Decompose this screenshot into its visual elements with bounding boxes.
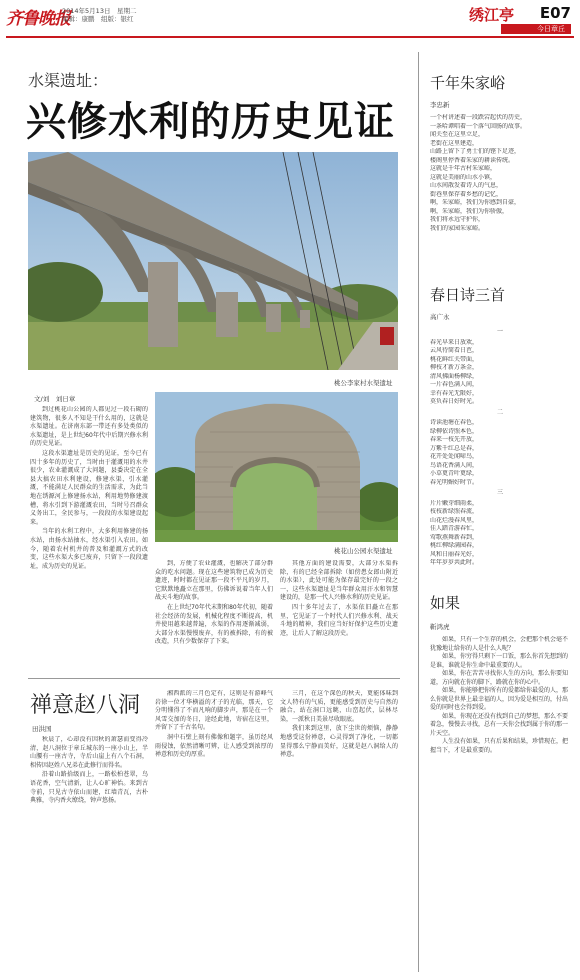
poem-line: 幸有春光无限好， bbox=[430, 389, 479, 397]
poem-line: 春光早来日放欢， bbox=[430, 338, 479, 346]
paragraph: 四十多年过去了，水渠依旧矗立在那里，它见证了一个时代人们兴修水利、战天斗地的精神，我们应当好好保护这些历史遗迹，让后人了解这段历史。 bbox=[280, 603, 398, 637]
poem1-body bbox=[430, 114, 570, 264]
issue-date: 2014年5月13日 星期二 bbox=[62, 7, 137, 15]
poem1-title: 千年朱家峪 bbox=[430, 74, 506, 92]
story-byline: 文/刘 刘日章 bbox=[34, 395, 76, 403]
essay-paragraph: 如果，你能够把你所有的爱都给你最爱的人，那么你就是世界上最幸福的人，因为爱是相互的，付出爱的同时也会得到爱。 bbox=[430, 687, 569, 711]
aqueduct-photo bbox=[28, 152, 398, 370]
story2-column-2 bbox=[155, 690, 273, 972]
poem1-author: 李忠新 bbox=[430, 101, 450, 109]
poem-line: 万紫千红总是春， bbox=[430, 444, 479, 452]
poem-line: 年年岁岁共此时。 bbox=[430, 559, 479, 566]
poem-line: 莺歌燕舞新春到， bbox=[430, 533, 479, 541]
paragraph: 到过桃花山公园的人都见过一段石砌的建筑物，很多人不知是干什么用的，这就是水渠遗址。在济南东部一带还有多处类似的水渠遗址，是上世纪60年代中后期兴修水利的历史见证。 bbox=[30, 406, 148, 448]
poem-line: 桃花鲜红关带面， bbox=[430, 355, 479, 363]
section-name: 绣江亭 bbox=[469, 6, 515, 24]
poem2-title: 春日诗三首 bbox=[430, 286, 506, 304]
issue-info bbox=[62, 7, 136, 23]
paragraph: 我们来到这里，放下尘世的烦恼，静静地感受这份禅意，心灵得到了净化，一切都显得那么宁静而美好，这就是赵八洞给人的禅意。 bbox=[280, 725, 398, 759]
photo-caption-1: 桃公李家村水渠遗址 bbox=[334, 379, 393, 387]
section-tag: 今日章丘 bbox=[501, 24, 571, 34]
poem-section-number: 三 bbox=[496, 489, 503, 496]
paragraph: 秋晨了，心却没有因秋的萧瑟而变得冷清，赵八洞位于章丘城东的一座小山上，半山腰有一座古寺，寺后山崖上有八个石洞，相传因赵姓八兄弟在此修行而得名。 bbox=[30, 736, 148, 769]
essay-paragraph: 如果，你穷得只剩下一口饭，那么你首先想到的是谁，谁就是你生命中最重要的人。 bbox=[430, 653, 569, 669]
issue-editors: 编辑：康鹏 组版：银红 bbox=[62, 15, 134, 23]
story2-title: 禅意赵八洞 bbox=[30, 693, 141, 718]
poem-line: 山花烂漫春风里， bbox=[430, 516, 479, 524]
poem-line: 绿柳依诗照本色， bbox=[430, 427, 479, 435]
poem-line: 佳人踏青游春忙， bbox=[430, 525, 479, 532]
stone-arch-photo bbox=[155, 392, 398, 542]
poem-line: 枝枝新绿照春流， bbox=[430, 508, 479, 515]
header-rule bbox=[6, 36, 574, 38]
poem-line: 楼阁里停香着朱家的耕读传统。 bbox=[430, 156, 515, 164]
story2-column-1 bbox=[30, 736, 148, 972]
stone-arch-illustration bbox=[155, 392, 398, 542]
paragraph: 这段水渠遗址是历史的见证，至今已有四十多年的历史了，当时由于灌溉用的水井很少，农业灌溉成了大问题，县委决定在全县大搞农田水利建设，修建水渠，引水灌溉，不能满足人民群众的生活需求，为此当地在绣源河上修建扬水站，利用地势修建渡槽，将水引到下游灌溉农田，当时号召群众义务出工，全民参与，一段段的水渠建设起来。 bbox=[30, 449, 148, 526]
poem2-body bbox=[430, 326, 570, 572]
poem-line: 街巷里保存着乡愁的记忆， bbox=[430, 190, 503, 198]
poem-line: 云风待简看日芭， bbox=[430, 347, 479, 354]
poem-line: 这就是千年古村朱家峪， bbox=[430, 165, 497, 172]
photo-caption-2: 桃花山公园水渠遗址 bbox=[334, 547, 393, 555]
essay-paragraph: 人生没有如果，只有后果和结果，珍惜现在，把握当下，才是最重要的。 bbox=[430, 738, 569, 754]
poem-line: 鸟语花香满人间， bbox=[430, 461, 479, 469]
poem-line: 风和日丽春光好， bbox=[430, 550, 479, 558]
poem-section-number: 二 bbox=[496, 408, 503, 416]
poem2-author: 高广永 bbox=[430, 313, 450, 321]
masthead bbox=[0, 0, 580, 36]
story-column-2 bbox=[155, 560, 273, 670]
essay-body bbox=[430, 636, 570, 972]
essay-paragraph: 如果，你在苦苦寻找你人生的方向，那么你要知道，方向就在你的脚下，路就在你的心中。 bbox=[430, 670, 569, 686]
poem-line: 一个村讲述着一段跌宕起伏的历史， bbox=[430, 114, 527, 121]
paragraph: 湘西派的三月色定有，这则是有游峰气岩徐一位才华横溢的才子的光临，那天，它分明懂得了不而凡响的脚步声，那是在一个风雪交加的冬日，途经此地，寄宿在这里，并留下了千古名句。 bbox=[155, 690, 273, 732]
story2-byline: 田洪国 bbox=[32, 725, 52, 733]
poem-line: 莫负春日好时光。 bbox=[430, 398, 479, 405]
poem-line: 这就是美丽的山水小镇， bbox=[430, 173, 497, 181]
poem-section-number: 一 bbox=[496, 328, 503, 335]
poem-line: 啊，朱家峪，我们为你感到自豪， bbox=[430, 199, 521, 206]
essay-title: 如果 bbox=[430, 594, 461, 612]
poem-line: 春光明媚好时节。 bbox=[430, 478, 479, 486]
poem-line: 一条哈谭唱着一个落气回肠的故事。 bbox=[430, 122, 527, 130]
poem-line: 春来一枝先开放， bbox=[430, 436, 479, 443]
paragraph: 其他方面的建设需要，大部分水渠拆除，有的已经全部拆除（如傍患女郎山附近的水渠），此处可能为保存最完好的一段之一，这些水渠遗址是当年群众用汗水和智慧建设的，是那一代人兴修水利的历史见证。 bbox=[280, 560, 398, 602]
poem-line: 老街在这里建造， bbox=[430, 139, 479, 147]
paragraph: 三月，在这个深色的秋天，更能体味到文人特有的气质，更能感受到历史与自然的融合，站在洞口远眺，山峦起伏，层林尽染，一派秋日美景尽收眼底。 bbox=[280, 690, 398, 723]
poem-line: 清风拂面杨柳绿， bbox=[430, 372, 479, 380]
poem-line: 小草更青叶更绿， bbox=[430, 470, 479, 477]
essay-paragraph: 如果，你现在还没有找到自己的梦想，那么不要着急，慢慢去寻找，总有一天你会找到属于你的那一片天空。 bbox=[430, 712, 569, 737]
paragraph: 沿着山路拾级而上，一路松柏苍翠，鸟语花香，空气清新，让人心旷神怡。来到古寺前，只见古寺依山而建，红墙青瓦，古朴典雅，寺内香火缭绕，钟声悠扬。 bbox=[30, 771, 148, 805]
paragraph: 洞中石壁上刻有佛像和题字，虽历经风雨侵蚀，依然清晰可辨，让人感受到浓厚的禅意和历史的厚重。 bbox=[155, 733, 273, 759]
essay-paragraph: 如果，只有一个生存的机会，会把那个机会毫不犹豫地让给你的人是什么人呢？ bbox=[430, 636, 569, 652]
poem-line: 片片嫩芽细雨柔， bbox=[430, 499, 479, 507]
aqueduct-illustration bbox=[28, 152, 398, 370]
poem-line: 柳枝才新万条金， bbox=[430, 364, 479, 371]
story-headline: 兴修水利的历史见证 bbox=[26, 98, 395, 145]
poem-line: 啊，朱家峪，我们为你骄傲， bbox=[430, 207, 509, 215]
poem-line: 诗读池塘在春色， bbox=[430, 419, 479, 426]
story-column-3 bbox=[280, 560, 398, 670]
paragraph: 在上世纪70年代末期和80年代初，随着社会经济的发展，机械化程度不断提高，机井使用越来越普遍，水渠的作用逐渐减弱，大部分水渠慢慢废弃，有的被拆除，有的被改造，只有少数保存了下来。 bbox=[155, 603, 273, 646]
poem-line: 闻关至在这里立足， bbox=[430, 131, 485, 138]
column-divider bbox=[418, 52, 419, 972]
poem-line: 山水间散发着诗人的气息， bbox=[430, 182, 503, 189]
story-column-1 bbox=[30, 406, 148, 670]
story-divider bbox=[28, 678, 400, 679]
story-kicker: 水渠遗址： bbox=[28, 71, 109, 90]
poem-line: 桃红柳绿满园春， bbox=[430, 542, 479, 549]
paragraph: 当年的水利工程中，大多利用修建的扬水站，由扬水站抽水，经水渠引入农田。如今，随着农村机井的普及和灌溉方式的改变，这些水渠大多已废弃，只留下一段段遗址，成为历史的见证。 bbox=[30, 528, 148, 570]
page-number: E07 bbox=[539, 4, 571, 22]
poem-line: 花开处处闻啼鸟， bbox=[430, 453, 479, 460]
poem-line: 山路上留下了勇士们的铿下足迹， bbox=[430, 148, 521, 155]
poem-line: 一片春色满人间， bbox=[430, 381, 479, 388]
poem-line: 我们的家园朱家峪。 bbox=[430, 224, 485, 232]
essay-author: 靳鸿虎 bbox=[430, 623, 450, 631]
newspaper-logo: 齐鲁晚报 bbox=[6, 9, 70, 29]
section-header bbox=[465, 4, 573, 34]
poem-line: 我们将永远守护你， bbox=[430, 216, 485, 223]
paragraph: 到，方便了农业灌溉，也解决了部分群众的吃水问题。现在这些建筑物已成为历史遗迹，时时都在见证那一段不平凡的岁月，它默默地矗立在那里，仿佛诉说着当年人们战天斗地的故事。 bbox=[155, 560, 273, 602]
story2-column-3 bbox=[280, 690, 398, 972]
